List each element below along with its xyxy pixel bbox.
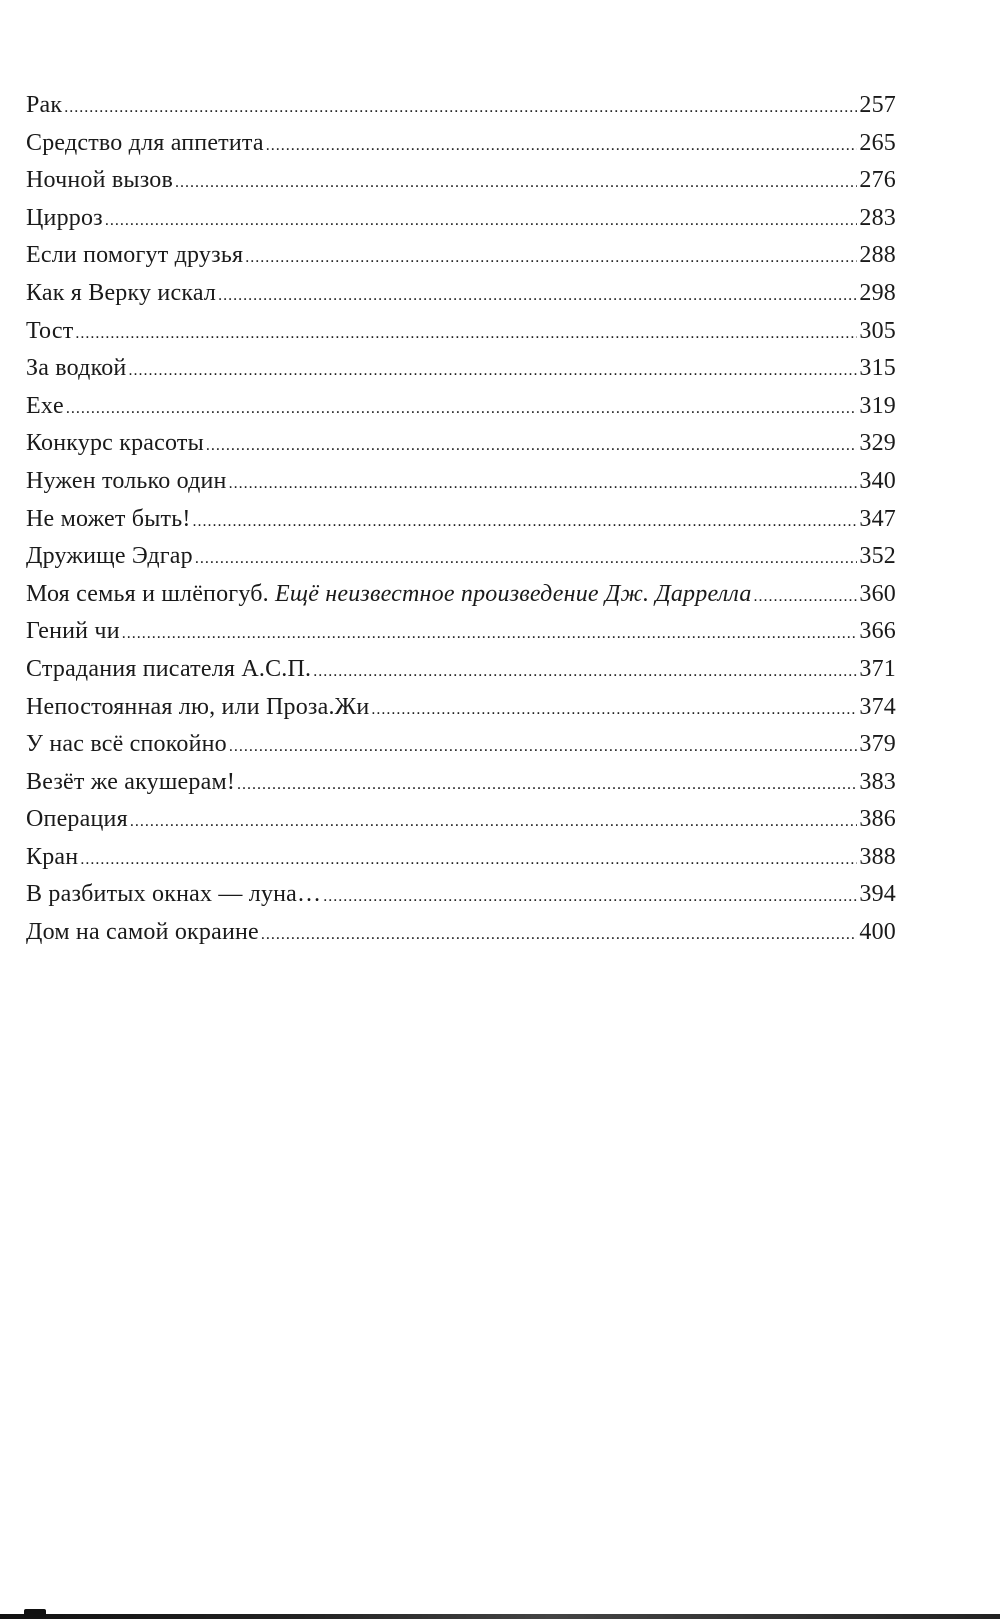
toc-entry-title: Как я Верку искал	[26, 279, 217, 306]
toc-entry-main-title: Моя семья и шлёпогуб.	[26, 580, 269, 607]
toc-entry	[26, 839, 896, 877]
toc-entry-title: За водкой	[26, 355, 127, 382]
toc-entry-title	[26, 576, 752, 614]
toc-entry-title: Средство для аппетита	[26, 129, 264, 156]
toc-entry-page: 347	[859, 505, 896, 532]
dot-leader	[66, 390, 857, 428]
toc-entry-page: 265	[859, 129, 896, 156]
toc-entry-title: Операция	[26, 806, 128, 833]
dot-leader	[206, 427, 858, 465]
toc-entry-title: Конкурс красоты	[26, 430, 204, 457]
toc-entry-title: Тост	[26, 317, 74, 344]
toc-entry-page: 386	[859, 806, 896, 833]
toc-entry	[26, 726, 896, 764]
toc-entry	[26, 463, 896, 501]
dot-leader	[245, 239, 857, 277]
toc-entry-page: 319	[859, 392, 896, 419]
toc-entry	[26, 613, 896, 651]
toc-entry-title: Не может быть!	[26, 505, 191, 532]
dot-leader	[175, 164, 857, 202]
toc-entry	[26, 501, 896, 539]
toc-entry	[26, 200, 896, 238]
dot-leader	[105, 202, 858, 240]
toc-entry-title: Цирроз	[26, 204, 103, 231]
toc-entry-title: Если помогут друзья	[26, 242, 244, 269]
toc-entry-page: 374	[859, 693, 896, 720]
toc-entry-page: 360	[859, 580, 896, 607]
dot-leader	[754, 578, 858, 616]
dot-leader	[195, 540, 858, 578]
table-of-contents	[26, 87, 896, 952]
dot-leader	[371, 691, 857, 729]
toc-entry-page: 400	[859, 919, 896, 946]
dot-leader	[75, 315, 857, 353]
dot-leader	[128, 352, 857, 390]
dot-leader	[237, 766, 857, 804]
toc-entry-page: 257	[859, 92, 896, 118]
toc-entry-page: 340	[859, 467, 896, 494]
toc-entry	[26, 388, 896, 426]
toc-entry	[26, 162, 896, 200]
dot-leader	[122, 615, 858, 653]
toc-entry-subtitle: Ещё неизвестное произведение Дж. Даррелла	[275, 580, 752, 607]
dot-leader	[229, 728, 858, 766]
toc-entry	[26, 689, 896, 727]
toc-entry-page: 394	[859, 881, 896, 908]
toc-entry-page: 305	[859, 317, 896, 344]
toc-entry-page: 288	[859, 242, 896, 269]
toc-entry-page: 276	[859, 167, 896, 194]
toc-entry	[26, 876, 896, 914]
toc-entry-title: Ночной вызов	[26, 167, 173, 194]
toc-entry-page: 298	[859, 279, 896, 306]
toc-entry-title: Рак	[26, 92, 63, 118]
scan-bottom-edge	[0, 1614, 1000, 1619]
toc-entry-title: Гений чи	[26, 618, 120, 645]
toc-entry	[26, 914, 896, 952]
toc-entry-page: 329	[859, 430, 896, 457]
toc-entry-page: 383	[859, 768, 896, 795]
toc-entry-page: 388	[859, 843, 896, 870]
toc-entry-page: 371	[859, 655, 896, 682]
toc-entry-title: Дружище Эдгар	[26, 543, 193, 570]
toc-entry	[26, 538, 896, 576]
toc-entry-page: 315	[859, 355, 896, 382]
toc-entry	[26, 651, 896, 689]
toc-entry-title: Везёт же акушерам!	[26, 768, 236, 795]
toc-entry	[26, 125, 896, 163]
toc-entry	[26, 87, 896, 125]
dot-leader	[229, 465, 858, 503]
toc-entry	[26, 801, 896, 839]
toc-entry-page: 283	[859, 204, 896, 231]
toc-entry-title: У нас всё спокойно	[26, 731, 227, 758]
toc-entry-page: 352	[859, 543, 896, 570]
toc-entry-title: Непостоянная лю, или Проза.Жи	[26, 693, 370, 720]
dot-leader	[130, 803, 858, 841]
toc-entry-title: В разбитых окнах — луна…	[26, 881, 322, 908]
toc-entry	[26, 764, 896, 802]
dot-leader	[313, 653, 857, 691]
toc-entry-title: Страдания писателя А.С.П.	[26, 655, 312, 682]
toc-entry	[26, 425, 896, 463]
toc-entry	[26, 576, 896, 614]
toc-entry-page: 366	[859, 618, 896, 645]
toc-entry-page: 379	[859, 731, 896, 758]
toc-entry	[26, 275, 896, 313]
dot-leader	[80, 841, 857, 879]
dot-leader	[323, 878, 857, 916]
toc-entry	[26, 350, 896, 388]
dot-leader	[193, 503, 858, 541]
toc-entry	[26, 237, 896, 275]
toc-entry-title: Нужен только один	[26, 467, 227, 494]
scan-edge-notch	[24, 1609, 46, 1617]
dot-leader	[261, 916, 858, 954]
toc-entry	[26, 313, 896, 351]
toc-entry-title: Дом на самой окраине	[26, 919, 259, 946]
dot-leader	[64, 89, 857, 127]
dot-leader	[218, 277, 857, 315]
toc-entry-title: Exe	[26, 392, 64, 419]
dot-leader	[266, 127, 858, 165]
toc-entry-title: Кран	[26, 843, 79, 870]
